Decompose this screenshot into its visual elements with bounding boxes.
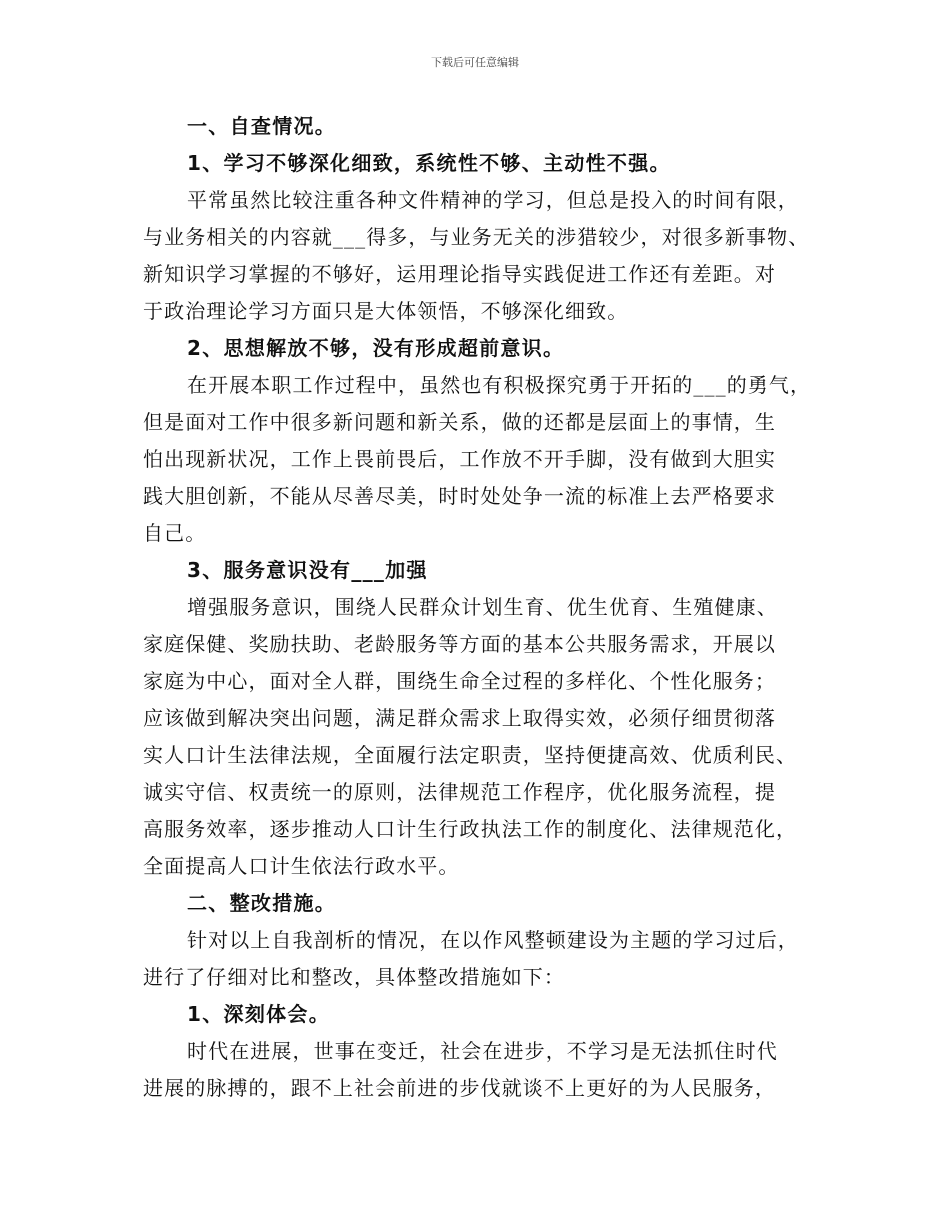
paragraph-line: 高服务效率，逐步推动人口计生行政执法工作的制度化、法律规范化， <box>143 817 798 841</box>
paragraph-line: 怕出现新状况，工作上畏前畏后，工作放不开手脚，没有做到大胆实 <box>143 447 776 471</box>
section-heading: 二、整改措施。 <box>187 891 337 915</box>
section-heading: 1、学习不够深化细致，系统性不够、主动性不强。 <box>187 151 671 175</box>
paragraph-line: 家庭保健、奖励扶助、老龄服务等方面的基本公共服务需求，开展以 <box>143 632 776 656</box>
section-heading: 2、思想解放不够，没有形成超前意识。 <box>187 336 565 360</box>
page-header-note: 下载后可任意编辑 <box>431 56 519 69</box>
paragraph-line: 实人口计生法律法规，全面履行法定职责，坚持便捷高效、优质利民、 <box>143 743 798 767</box>
paragraph-line: 全面提高人口计生依法行政水平。 <box>143 854 460 878</box>
paragraph-line: 诚实守信、权责统一的原则，法律规范工作程序，优化服务流程，提 <box>143 780 776 804</box>
paragraph-line: 新知识学习掌握的不够好，运用理论指导实践促进工作还有差距。对 <box>143 262 776 286</box>
paragraph-line: 践大胆创新，不能从尽善尽美，时时处处争一流的标准上去严格要求 <box>143 484 776 508</box>
paragraph-line: 平常虽然比较注重各种文件精神的学习，但总是投入的时间有限， <box>187 188 799 212</box>
paragraph-line: 自己。 <box>143 521 207 545</box>
paragraph-line: 针对以上自我剖析的情况，在以作风整顿建设为主题的学习过后， <box>187 928 799 952</box>
paragraph-line: 进行了仔细对比和整改，具体整改措施如下： <box>143 965 565 989</box>
paragraph-line: 进展的脉搏的，跟不上社会前进的步伐就谈不上更好的为人民服务， <box>143 1076 776 1100</box>
paragraph-line: 于政治理论学习方面只是大体领悟，不够深化细致。 <box>143 299 629 323</box>
paragraph-line: 增强服务意识，围绕人民群众计划生育、优生优育、生殖健康、 <box>187 595 778 619</box>
section-heading: 3、服务意识没有___加强 <box>187 558 428 582</box>
document-body <box>143 108 825 1107</box>
section-heading: 一、自查情况。 <box>187 114 337 138</box>
paragraph-line: 时代在进展，世事在变迁，社会在进步，不学习是无法抓住时代 <box>187 1039 778 1063</box>
paragraph-line: 应该做到解决突出问题，满足群众需求上取得实效，必须仔细贯彻落 <box>143 706 776 730</box>
paragraph-line: 但是面对工作中很多新问题和新关系，做的还都是层面上的事情，生 <box>143 410 776 434</box>
paragraph-line: 家庭为中心，面对全人群，围绕生命全过程的多样化、个性化服务； <box>143 669 776 693</box>
paragraph-line: 在开展本职工作过程中，虽然也有积极探究勇于开拓的___的勇气， <box>187 373 812 397</box>
paragraph-line: 与业务相关的内容就___得多，与业务无关的涉猎较少，对很多新事物、 <box>143 225 810 249</box>
section-heading: 1、深刻体会。 <box>187 1002 331 1026</box>
